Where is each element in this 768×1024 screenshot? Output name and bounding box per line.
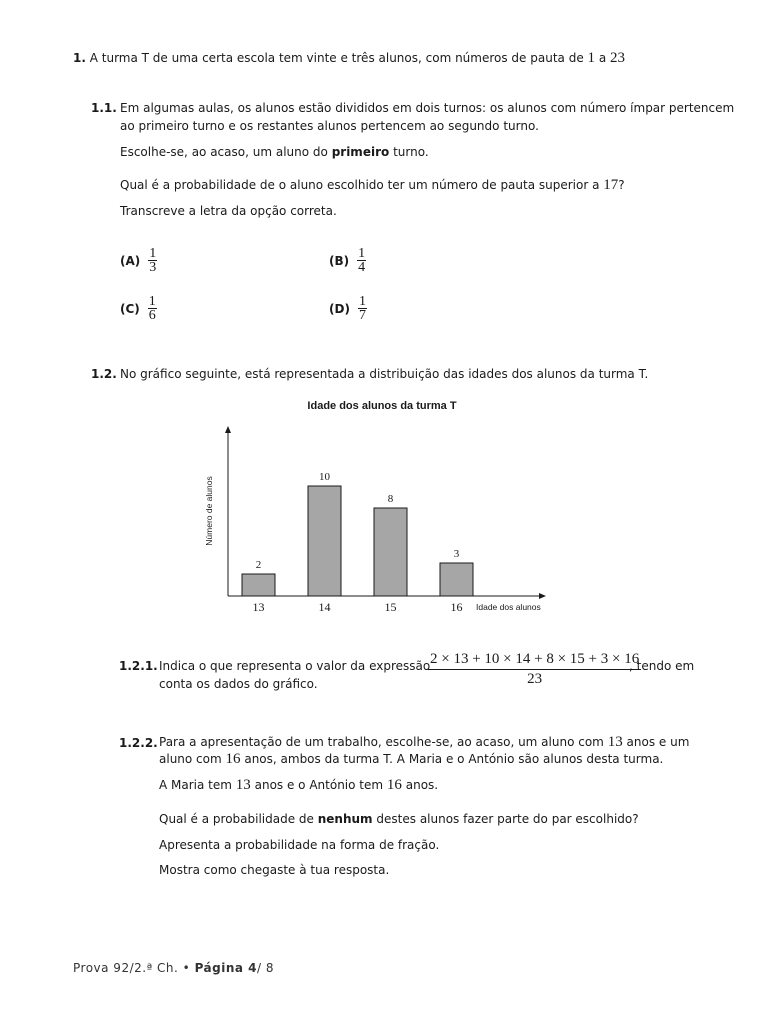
question-text: A turma T de uma certa escola tem vinte e três alunos, com números de pauta de	[89, 51, 584, 65]
bar-15	[374, 508, 407, 596]
math-value: 13	[235, 777, 251, 793]
instruction-text: Apresenta a probabilidade na forma de fração.	[159, 838, 440, 852]
question-text: Em algumas aulas, os alunos estão divididos em dois turnos: os alunos com número ímpar pertencem	[120, 101, 735, 115]
expression-fraction	[428, 651, 641, 688]
denominator: 7	[358, 308, 366, 323]
question-number: 1.	[73, 51, 86, 65]
page-label: Página 4	[194, 961, 258, 975]
question-text	[159, 812, 639, 826]
text-fragment: anos, ambos da turma T. A Maria e o António são alunos desta turma.	[244, 752, 664, 766]
text-fragment: Qual é a probabilidade de	[159, 812, 314, 826]
x-tick-label: 16	[450, 600, 463, 614]
denominator: 3	[149, 260, 157, 275]
y-axis-label: Número de alunos	[204, 476, 214, 546]
math-value: 17	[603, 177, 619, 193]
expression-numerator: 2 × 13 + 10 × 14 + 8 × 15 + 3 × 16	[428, 651, 641, 670]
math-value: 1	[587, 50, 596, 66]
question-1	[73, 50, 625, 67]
x-tick-label: 13	[252, 600, 265, 614]
math-value: 16	[386, 777, 402, 793]
question-number: 1.2.2.	[119, 736, 158, 750]
text-fragment: anos.	[405, 778, 439, 792]
text-fragment: Escolhe-se, ao acaso, um aluno do	[120, 145, 328, 159]
question-number: 1.2.1.	[119, 659, 158, 673]
chart-title: Idade dos alunos da turma T	[307, 400, 457, 412]
y-axis-arrow	[225, 426, 231, 433]
question-text	[120, 145, 429, 159]
instruction-text: Mostra como chegaste à tua resposta.	[159, 863, 390, 877]
option-label: (A)	[120, 253, 141, 268]
page-total: / 8	[257, 961, 275, 975]
bar-13	[242, 574, 275, 596]
x-axis-label: Idade dos alunos	[476, 602, 541, 612]
exam-code: Prova 92/2.ª Ch.	[73, 961, 179, 975]
fraction	[358, 295, 367, 322]
denominator: 6	[148, 308, 156, 323]
question-text	[159, 751, 663, 768]
question-number: 1.2.	[91, 367, 117, 381]
numerator: 1	[358, 246, 366, 261]
fraction	[148, 247, 157, 274]
option-a	[120, 247, 157, 274]
fraction	[357, 247, 366, 274]
question-text: , tendo em	[629, 659, 695, 673]
question-text: conta os dados do gráfico.	[159, 677, 318, 691]
question-text: Indica o que representa o valor da expressão	[159, 659, 431, 673]
numerator: 1	[148, 294, 156, 309]
question-text: No gráfico seguinte, está representada a distribuição das idades dos alunos da turma T.	[120, 367, 649, 381]
option-c	[120, 295, 157, 322]
bar-value-label: 10	[319, 471, 330, 483]
bold-text: nenhum	[317, 812, 373, 826]
bar-value-label: 8	[387, 493, 394, 505]
text-fragment: destes alunos fazer parte do par escolhido?	[376, 812, 639, 826]
denominator: 4	[358, 260, 366, 275]
option-label: (D)	[329, 301, 350, 316]
math-value: 13	[607, 734, 623, 750]
question-text	[159, 777, 438, 794]
math-value: 16	[225, 751, 241, 767]
text-fragment: Qual é a probabilidade de o aluno escolhido ter um número de pauta superior a	[120, 178, 600, 192]
numerator: 1	[149, 246, 157, 261]
fraction	[148, 295, 157, 322]
x-tick-labels	[253, 600, 463, 614]
footer-bullet: •	[182, 961, 191, 975]
option-d	[329, 295, 367, 322]
option-label: (C)	[120, 301, 140, 316]
age-bar-chart	[190, 392, 560, 622]
text-fragment: A Maria tem	[159, 778, 232, 792]
text-fragment: aluno com	[159, 752, 222, 766]
text-connector: a	[598, 51, 607, 65]
chart-bars	[242, 471, 473, 596]
text-fragment: anos e o António tem	[254, 778, 384, 792]
option-label: (B)	[329, 253, 350, 268]
numerator: 1	[358, 294, 366, 309]
bar-16	[440, 563, 473, 596]
page-footer	[73, 961, 274, 975]
question-number: 1.1.	[91, 101, 117, 115]
text-fragment: anos e um	[626, 735, 690, 749]
bar-value-label: 3	[453, 548, 460, 560]
question-text	[159, 734, 689, 751]
x-axis-arrow	[539, 593, 546, 599]
question-text	[120, 177, 625, 194]
bar-14	[308, 486, 341, 596]
text-fragment: turno.	[393, 145, 429, 159]
x-tick-label: 15	[384, 600, 397, 614]
math-value: 23	[610, 50, 626, 66]
text-fragment: ?	[618, 178, 625, 192]
expression-denominator: 23	[527, 671, 543, 687]
x-tick-label: 14	[318, 600, 331, 614]
instruction-text: Transcreve a letra da opção correta.	[120, 204, 337, 218]
question-text: ao primeiro turno e os restantes alunos pertencem ao segundo turno.	[120, 119, 539, 133]
option-b	[329, 247, 366, 274]
bold-text: primeiro	[331, 145, 390, 159]
text-fragment: Para a apresentação de um trabalho, escolhe-se, ao acaso, um aluno com	[159, 735, 604, 749]
bar-value-label: 2	[255, 559, 262, 571]
